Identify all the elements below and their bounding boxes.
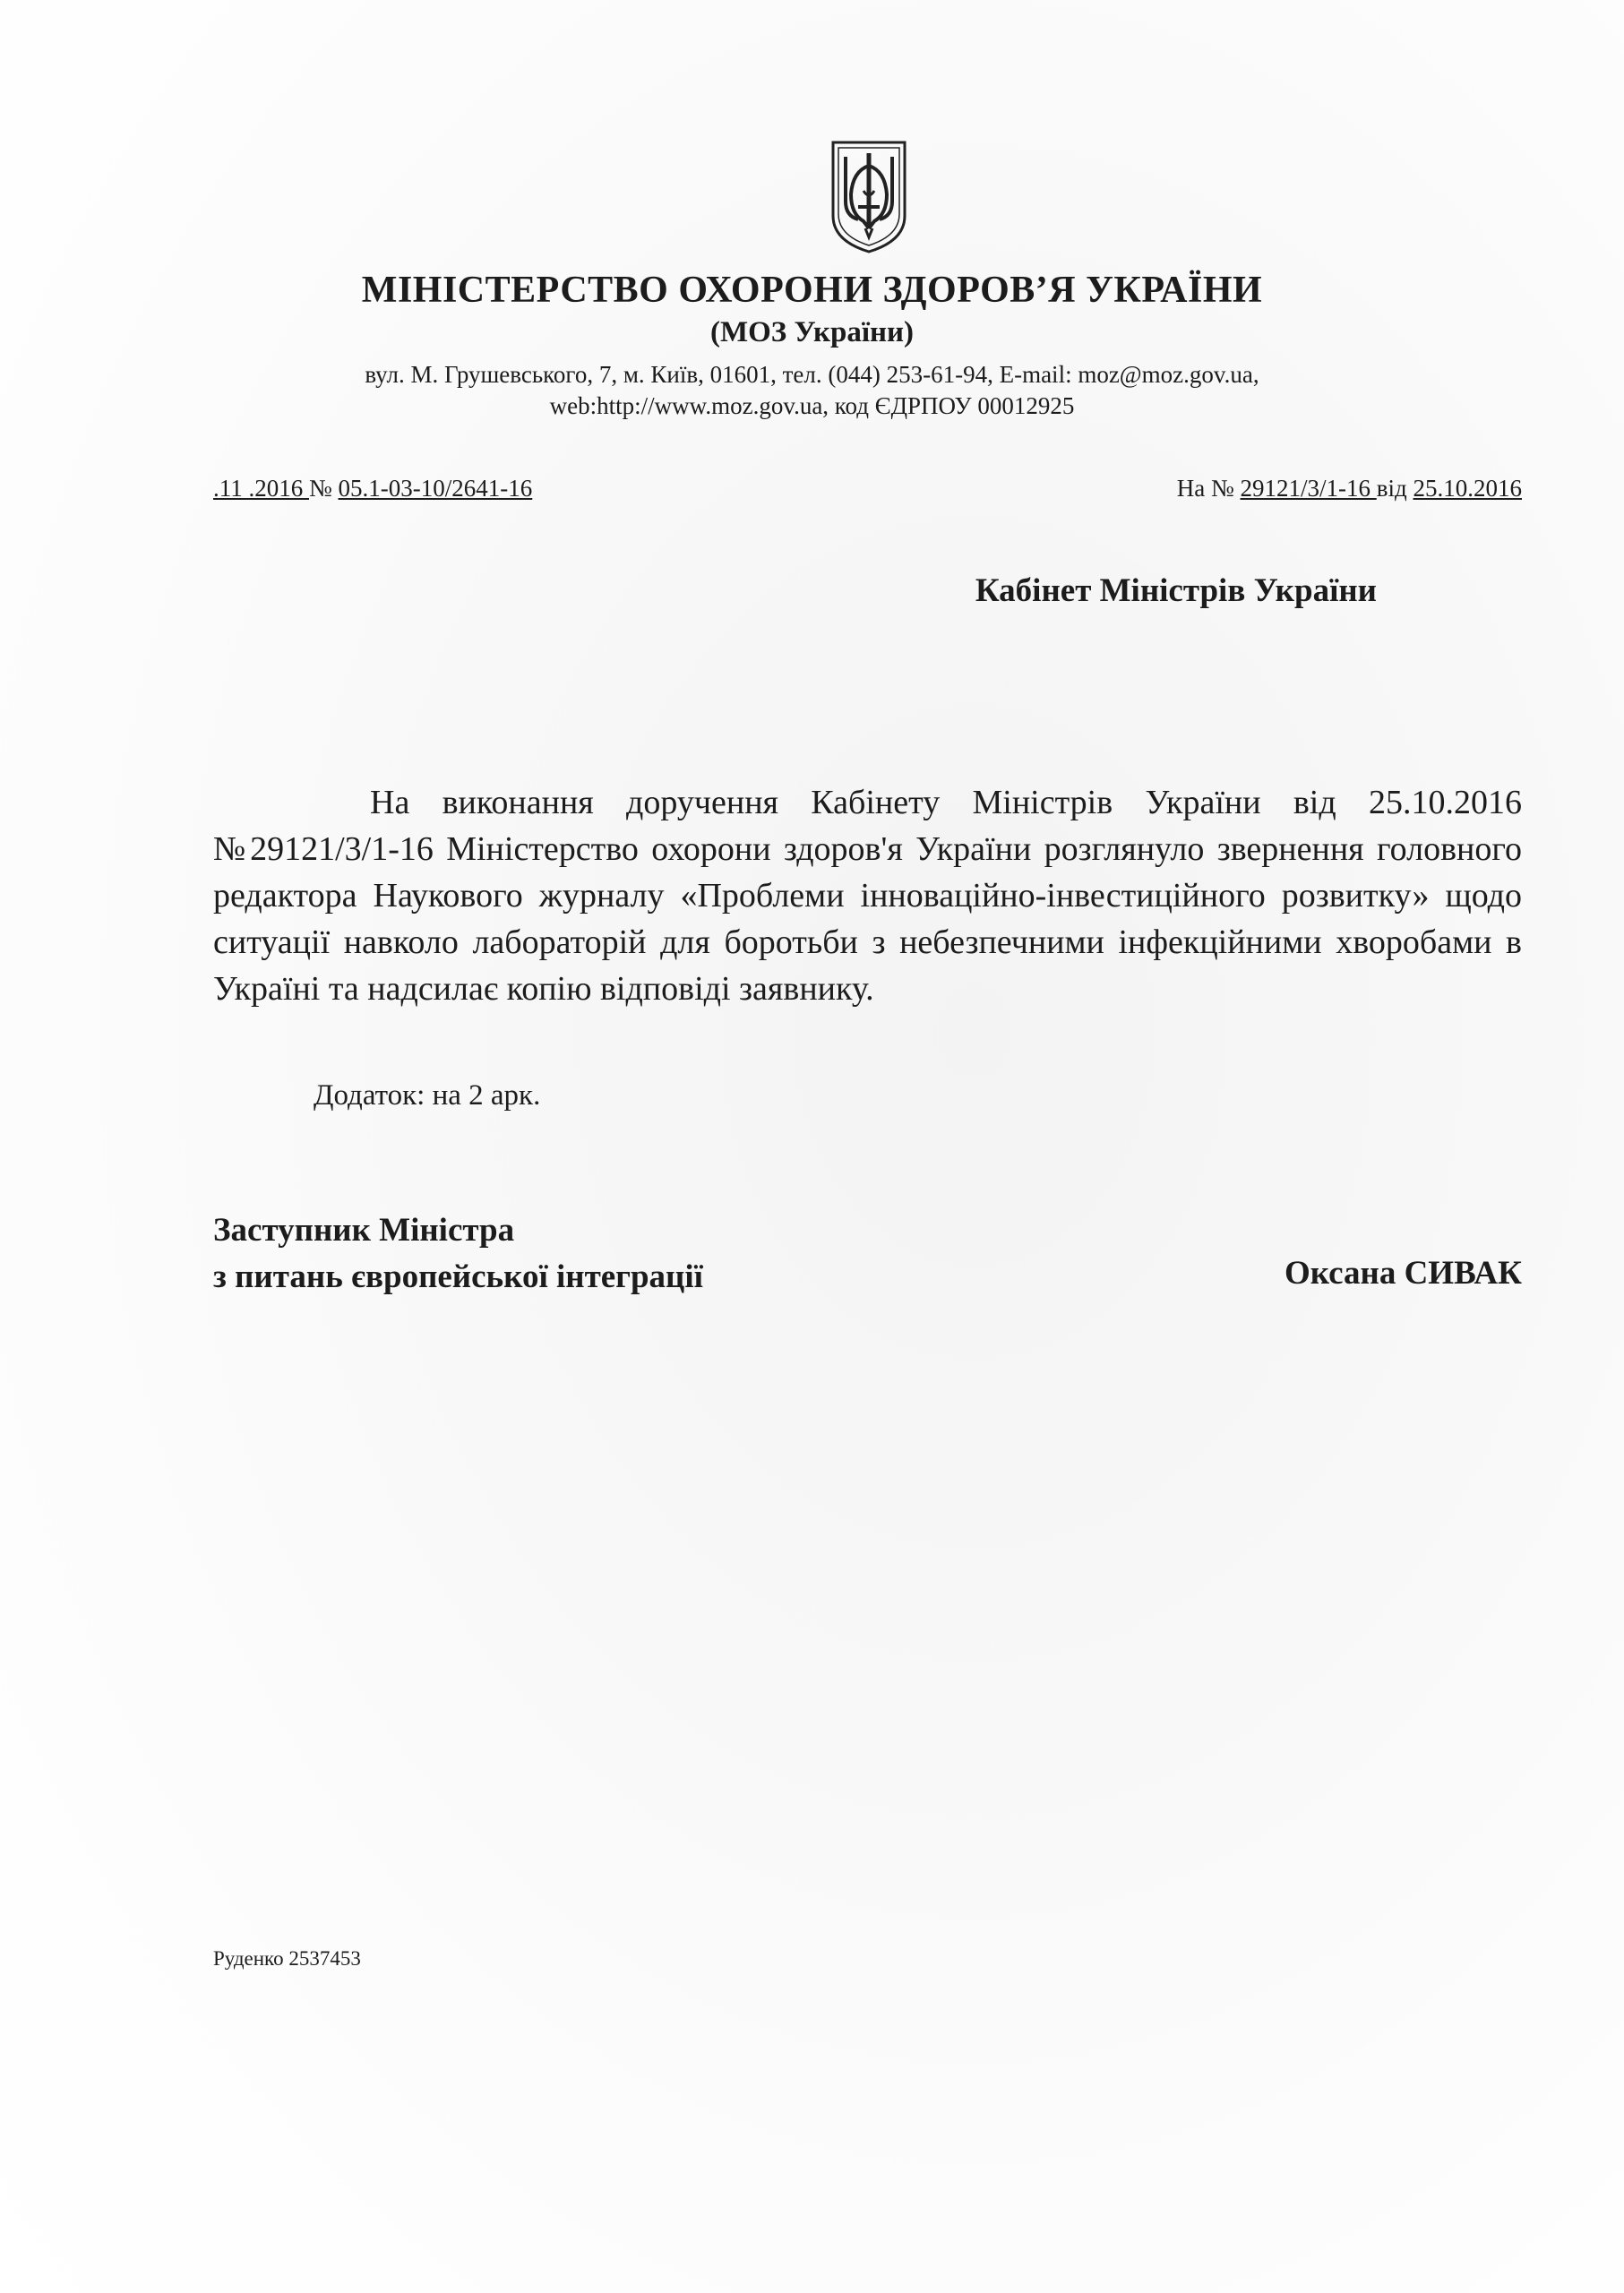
ministry-address-line-1: вул. М. Грушевського, 7, м. Київ, 01601, тел. (044) 253-61-94, E-mail: moz@moz.gov.ua, — [365, 361, 1259, 388]
incoming-reference — [1177, 475, 1522, 502]
outgoing-number-label: № — [309, 475, 339, 502]
executor-contact: Руденко 2537453 — [213, 1947, 361, 1970]
ministry-address-line-2: web:http://www.moz.gov.ua, код ЄДРПОУ 00012925 — [549, 392, 1075, 419]
signer-name: Оксана СИВАК — [1284, 1255, 1522, 1292]
addressee: Кабінет Міністрів України — [975, 572, 1377, 609]
outgoing-number: 05.1-03-10/2641-16 — [338, 475, 533, 502]
coat-of-arms-icon — [828, 139, 910, 255]
outgoing-reference — [213, 475, 532, 502]
ministry-name: МІНІСТЕРСТВО ОХОРОНИ ЗДОРОВ’Я УКРАЇНИ — [361, 270, 1263, 311]
incoming-from-label: від — [1376, 475, 1413, 502]
attachment-note: Додаток: на 2 арк. — [314, 1079, 541, 1112]
ministry-abbreviation: (МОЗ України) — [709, 316, 915, 348]
outgoing-date: .11 .2016 — [213, 475, 309, 502]
letter-body: На виконання доручення Кабінету Міністрів України від 25.10.2016 №29121/3/1-16 Міністерство охорони здоров'я України розглянуло звернення головного редактора Наукового журналу «Проблеми інноваційно-інвестиційного розвитку» щодо ситуації навколо лабораторій для боротьби з небезпечними інфекційними хворобами в Україні та надсилає копію відповіді заявнику. — [213, 784, 1522, 1008]
incoming-number-label: На № — [1176, 475, 1241, 502]
signer-position-line-2: з питань європейської інтеграції — [213, 1258, 703, 1295]
incoming-number: 29121/3/1-16 — [1240, 475, 1377, 502]
signer-position — [213, 1207, 703, 1301]
incoming-date: 25.10.2016 — [1413, 475, 1522, 502]
signer-position-line-1: Заступник Міністра — [213, 1212, 515, 1249]
